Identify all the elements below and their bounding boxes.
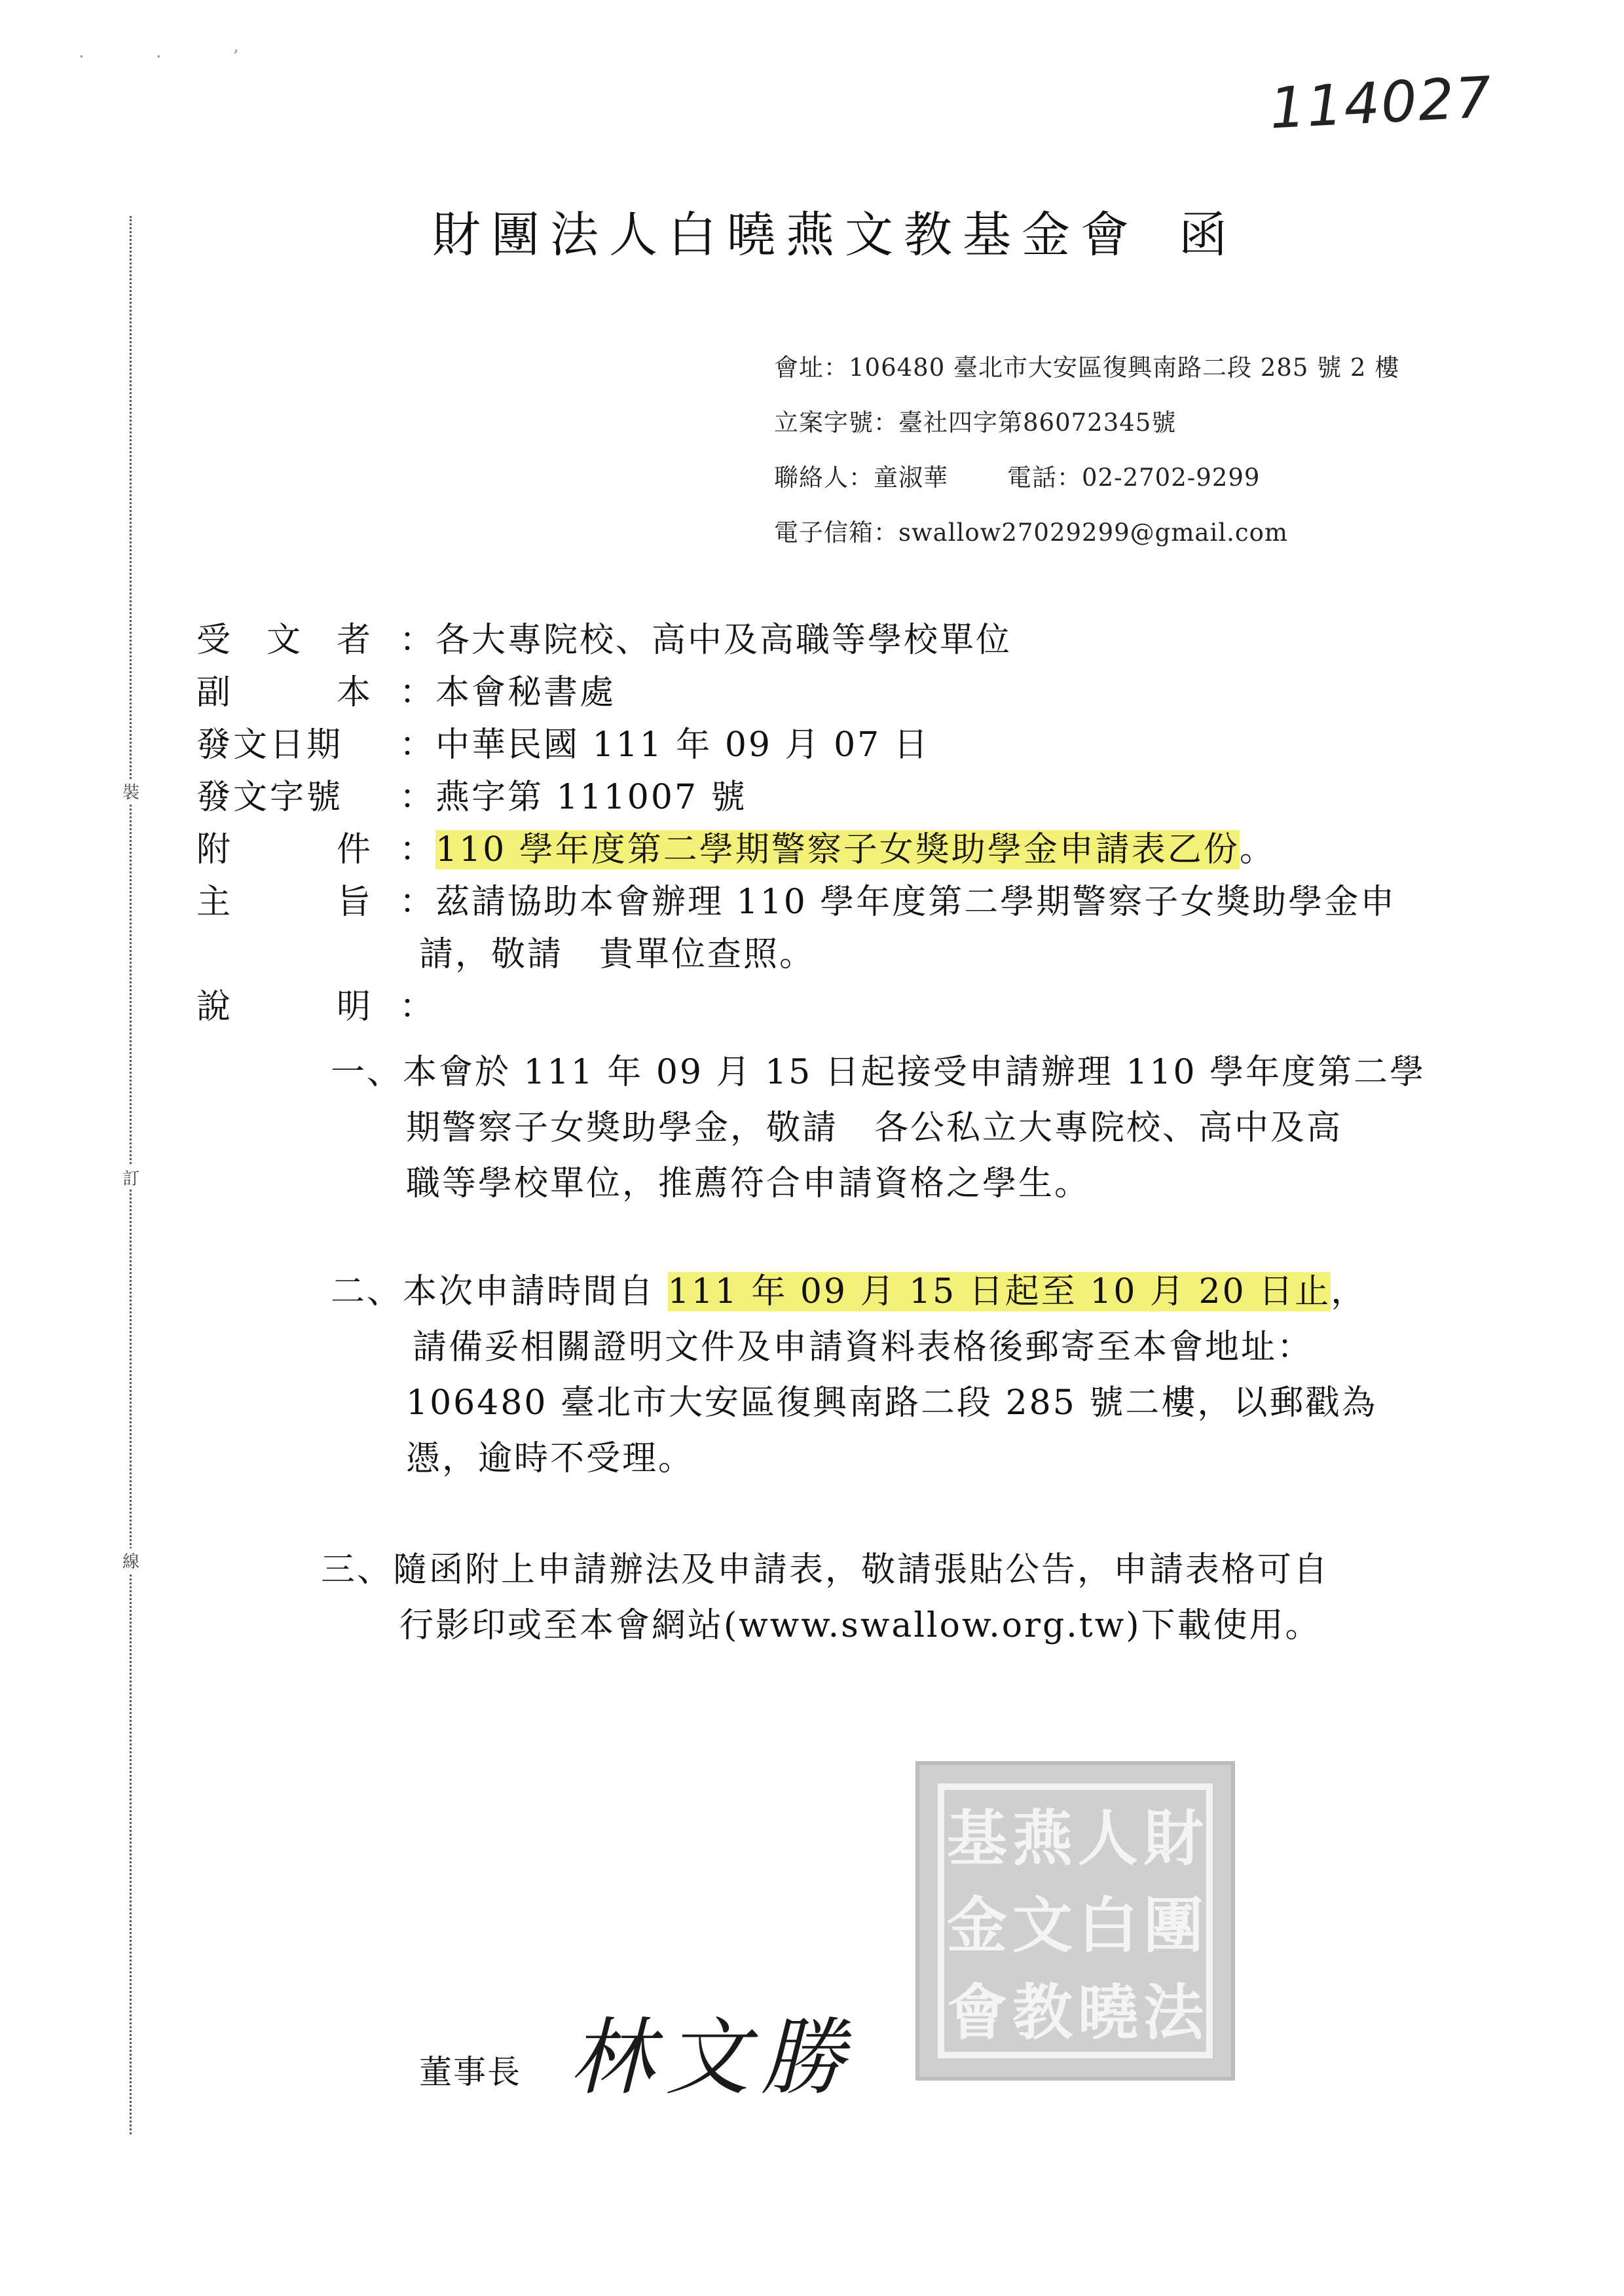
seal-char: 財 — [1143, 1802, 1204, 1874]
registration-line: 立案字號：臺社四字第86072345號 — [774, 409, 1177, 437]
foundation-seal — [915, 1761, 1235, 2081]
chairman-signature: 林文勝 — [570, 2009, 857, 2107]
attachment-value: 110 學年度第二學期警察子女獎助學金申請表乙份 — [435, 830, 1240, 869]
field-number — [196, 769, 747, 818]
phone-number: 電話：02-2702-9299 — [1007, 464, 1261, 492]
handwritten-number: 114027 — [1268, 64, 1494, 142]
field-recipient — [196, 612, 1012, 661]
address-line: 會址：106480 臺北市大安區復興南路二段 285 號 2 樓 — [774, 354, 1400, 382]
number-value: ：燕字第 111007 號 — [399, 778, 747, 817]
copy-value: ：本會秘書處 — [399, 673, 616, 712]
item2-line2: 請備妥相關證明文件及申請資料表格後郵寄至本會地址： — [413, 1328, 1314, 1367]
seal-char: 金 — [946, 1889, 1007, 1961]
recipient-label: 受 文 者 — [196, 621, 373, 660]
item1-line1: 一、本會於 111 年 09 月 15 日起接受申請辦理 110 學年度第二學 — [331, 1053, 1426, 1092]
number-label: 發文字號 — [196, 778, 344, 817]
item2-line4: 憑，逾時不受理。 — [406, 1439, 695, 1478]
date-label: 發文日期 — [196, 725, 344, 765]
recipient-value: ：各大專院校、高中及高職等學校單位 — [399, 621, 1012, 660]
document-title — [432, 196, 1238, 266]
seal-char: 白 — [1077, 1889, 1138, 1961]
seal-char: 基 — [946, 1802, 1007, 1874]
seal-char: 會 — [946, 1977, 1007, 2049]
sender-info — [774, 340, 1399, 560]
application-period: 111 年 09 月 15 日起至 10 月 20 日止 — [667, 1272, 1331, 1311]
field-attachment: 附 件 ：110 學年度第二學期警察子女獎助學金申請表乙份。 — [196, 822, 1276, 871]
seal-char: 教 — [1012, 1977, 1073, 2049]
subject-value: ：茲請協助本會辦理 110 學年度第二學期警察子女獎助學金申 — [399, 883, 1397, 922]
seal-grid — [938, 1783, 1213, 2058]
seal-char: 法 — [1143, 1977, 1204, 2049]
item1-line2: 期警察子女獎助學金，敬請 各公私立大專院校、高中及高 — [406, 1108, 1343, 1148]
contact-person: 聯絡人：童淑華 — [774, 464, 948, 492]
item3-line2: 行影印或至本會網站(www.swallow.org.tw)下載使用。 — [399, 1606, 1321, 1645]
field-subject — [196, 874, 1396, 923]
seal-char: 團 — [1143, 1889, 1204, 1961]
copy-label: 副 本 — [196, 673, 373, 712]
corner-ticks: · · ’ — [79, 46, 272, 67]
item3-line1: 三、隨函附上申請辦法及申請表，敬請張貼公告，申請表格可自 — [321, 1550, 1330, 1590]
field-date — [196, 717, 930, 766]
subject-label: 主 旨 — [196, 883, 373, 922]
chairman-title: 董事長 — [419, 2053, 521, 2091]
item1-line3: 職等學校單位，推薦符合申請資格之學生。 — [406, 1164, 1091, 1203]
subject-value-cont: 請，敬請 貴單位查照。 — [419, 935, 816, 974]
attachment-label: 附 件 — [196, 830, 373, 869]
field-explanation: 說 明 ： — [196, 979, 435, 1028]
organization-name: 財團法人白曉燕文教基金會 — [432, 207, 1139, 263]
contact-line — [774, 450, 1399, 505]
binding-mark-zhuang: 裝 — [105, 779, 157, 803]
explanation-label: 說 明 — [196, 987, 373, 1027]
email-line: 電子信箱：swallow27029299@gmail.com — [774, 519, 1288, 547]
item2-line1: 二、本次申請時間自 111 年 09 月 15 日起至 10 月 20 日止， — [331, 1272, 1367, 1311]
seal-char: 人 — [1077, 1802, 1138, 1874]
seal-char: 燕 — [1012, 1802, 1073, 1874]
field-copy — [196, 665, 616, 714]
binding-mark-xian: 線 — [105, 1548, 157, 1573]
seal-char: 文 — [1012, 1889, 1073, 1961]
document-type: 函 — [1179, 207, 1238, 263]
date-value: ：中華民國 111 年 09 月 07 日 — [399, 725, 930, 765]
seal-char: 曉 — [1077, 1977, 1138, 2049]
item2-line3: 106480 臺北市大安區復興南路二段 285 號二樓，以郵戳為 — [406, 1383, 1378, 1423]
binding-mark-ding: 訂 — [105, 1165, 157, 1190]
